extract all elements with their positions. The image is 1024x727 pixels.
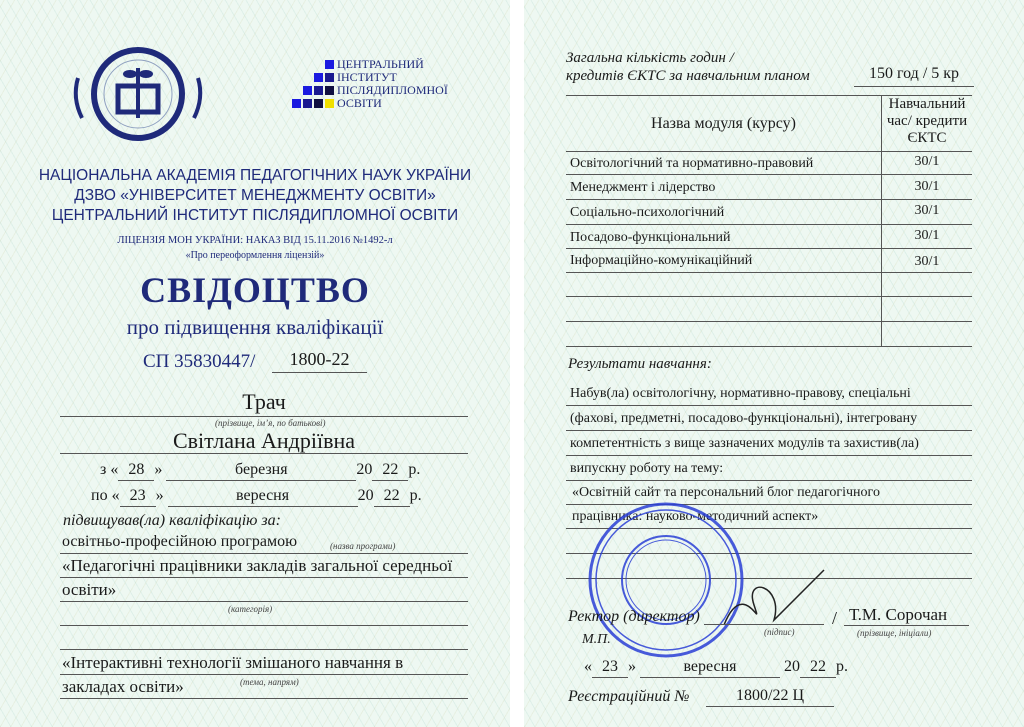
results-line: «Освітній сайт та персональний блог педагогічного: [572, 485, 880, 500]
module-hours: 30/1: [914, 179, 940, 194]
issue-date: « 23 » вересня 20 22 р.: [584, 657, 848, 678]
issue-year: 22: [800, 657, 836, 678]
module-name: Інформаційно-комунікаційний: [570, 253, 753, 268]
program-type: освітньо-професійною програмою: [62, 533, 298, 550]
to-date: по « 23 » вересня 20 22 р.: [91, 486, 422, 507]
certificate-right-page: [524, 0, 1024, 727]
rector-name-caption: (прізвище, ініціали): [857, 628, 932, 638]
module-hours: 30/1: [914, 228, 940, 243]
given-names: Світлана Андріївна: [172, 428, 356, 453]
name-caption: (прізвище, ім’я, по батькові): [215, 418, 326, 428]
certificate-number: 1800-22: [289, 349, 350, 369]
header-line: ЄКТС: [907, 130, 947, 146]
topic-line: закладах освіти»: [62, 677, 184, 696]
from-year: 22: [372, 460, 408, 481]
signature-mark: [714, 565, 834, 650]
qualified-label: підвищував(ла) кваліфікацію за:: [63, 512, 281, 529]
hours-value: 150 год / 5 кр: [868, 65, 960, 82]
results-line: компетентність з вище зазначених модулів та захистив(ла): [570, 436, 919, 451]
topic-caption: (тема, напрям): [240, 677, 299, 687]
license-note: «Про переоформлення ліцензій»: [185, 250, 325, 261]
institution-header: [0, 166, 510, 226]
from-day: 28: [118, 460, 154, 481]
results-line: випускну роботу на тему:: [570, 461, 724, 476]
header-line: НАЦІОНАЛЬНА АКАДЕМІЯ ПЕДАГОГІЧНИХ НАУК УКРАЇНИ: [38, 167, 472, 184]
program-name-line: освіти»: [62, 580, 117, 599]
hours-label: Загальна кількість годин /: [566, 50, 734, 66]
module-name: Менеджмент і лідерство: [570, 180, 716, 195]
header-line: ЦЕНТРАЛЬНИЙ ІНСТИТУТ ПІСЛЯДИПЛОМНОЇ ОСВІТИ: [51, 207, 459, 224]
module-hours: 30/1: [914, 154, 940, 169]
rector-label: Ректор (директор): [568, 608, 700, 625]
topic-line: «Інтерактивні технології змішаного навчання в: [62, 653, 404, 672]
cipo-line: ІНСТИТУТ: [337, 70, 397, 84]
cipo-line: ЦЕНТРАЛЬНИЙ: [337, 57, 424, 71]
header-line: час/ кредити: [886, 113, 968, 129]
stamp-place: М.П.: [582, 632, 611, 647]
academy-logo: [68, 38, 208, 150]
registration-label: Реєстраційний №: [568, 688, 690, 705]
column-header-hours: [882, 96, 972, 147]
category-caption: (категорія): [228, 604, 273, 614]
cipo-line: ОСВІТИ: [337, 96, 382, 110]
from-month: березня: [166, 460, 356, 481]
module-hours: 30/1: [914, 203, 940, 218]
surname: Трач: [242, 389, 286, 414]
to-day: 23: [120, 486, 156, 507]
issue-day: 23: [592, 657, 628, 678]
results-line: (фахові, предметні, посадово-функціональні), інтегровану: [570, 411, 918, 426]
hours-label: кредитів ЄКТС за навчальним планом: [566, 68, 810, 84]
cipo-line: ПІСЛЯДИПЛОМНОЇ: [337, 83, 448, 97]
module-name: Посадово-функціональний: [570, 230, 731, 245]
rector-name: Т.М. Сорочан: [849, 605, 948, 624]
module-name: Освітологічний та нормативно-правовий: [570, 156, 814, 171]
results-line: Набув(ла) освітологічну, нормативно-правову, спеціальні: [570, 386, 911, 401]
slash: /: [832, 608, 838, 628]
results-label: Результати навчання:: [568, 356, 712, 372]
program-name-line: «Педагогічні працівники закладів загальної середньої: [62, 556, 453, 575]
module-name: Соціально-психологічний: [570, 205, 725, 220]
license: ЛІЦЕНЗІЯ МОН УКРАЇНИ: НАКАЗ ВІД 15.11.2016 №1492-л: [117, 235, 393, 246]
signature-caption: (підпис): [764, 627, 795, 637]
certificate-left-page: [0, 0, 510, 727]
to-year: 22: [374, 486, 410, 507]
header-line: Навчальний: [888, 96, 966, 112]
certificate-subtitle: про підвищення кваліфікації: [126, 315, 384, 339]
header-line: ДЗВО «УНІВЕРСИТЕТ МЕНЕДЖМЕНТУ ОСВІТИ»: [74, 187, 436, 204]
results-line: працівника: науково-методичний аспект»: [572, 509, 819, 524]
number-prefix: СП 35830447/: [143, 351, 256, 372]
to-month: вересня: [168, 486, 358, 507]
registration-number: 1800/22 Ц: [736, 687, 804, 704]
certificate-title: СВІДОЦТВО: [140, 270, 370, 310]
issue-month: вересня: [640, 657, 780, 678]
column-header-module: Назва модуля (курсу): [651, 115, 796, 132]
from-date: з « 28 » березня 20 22 р.: [100, 460, 420, 481]
module-hours: 30/1: [914, 254, 940, 269]
program-caption: (назва програми): [330, 541, 396, 551]
